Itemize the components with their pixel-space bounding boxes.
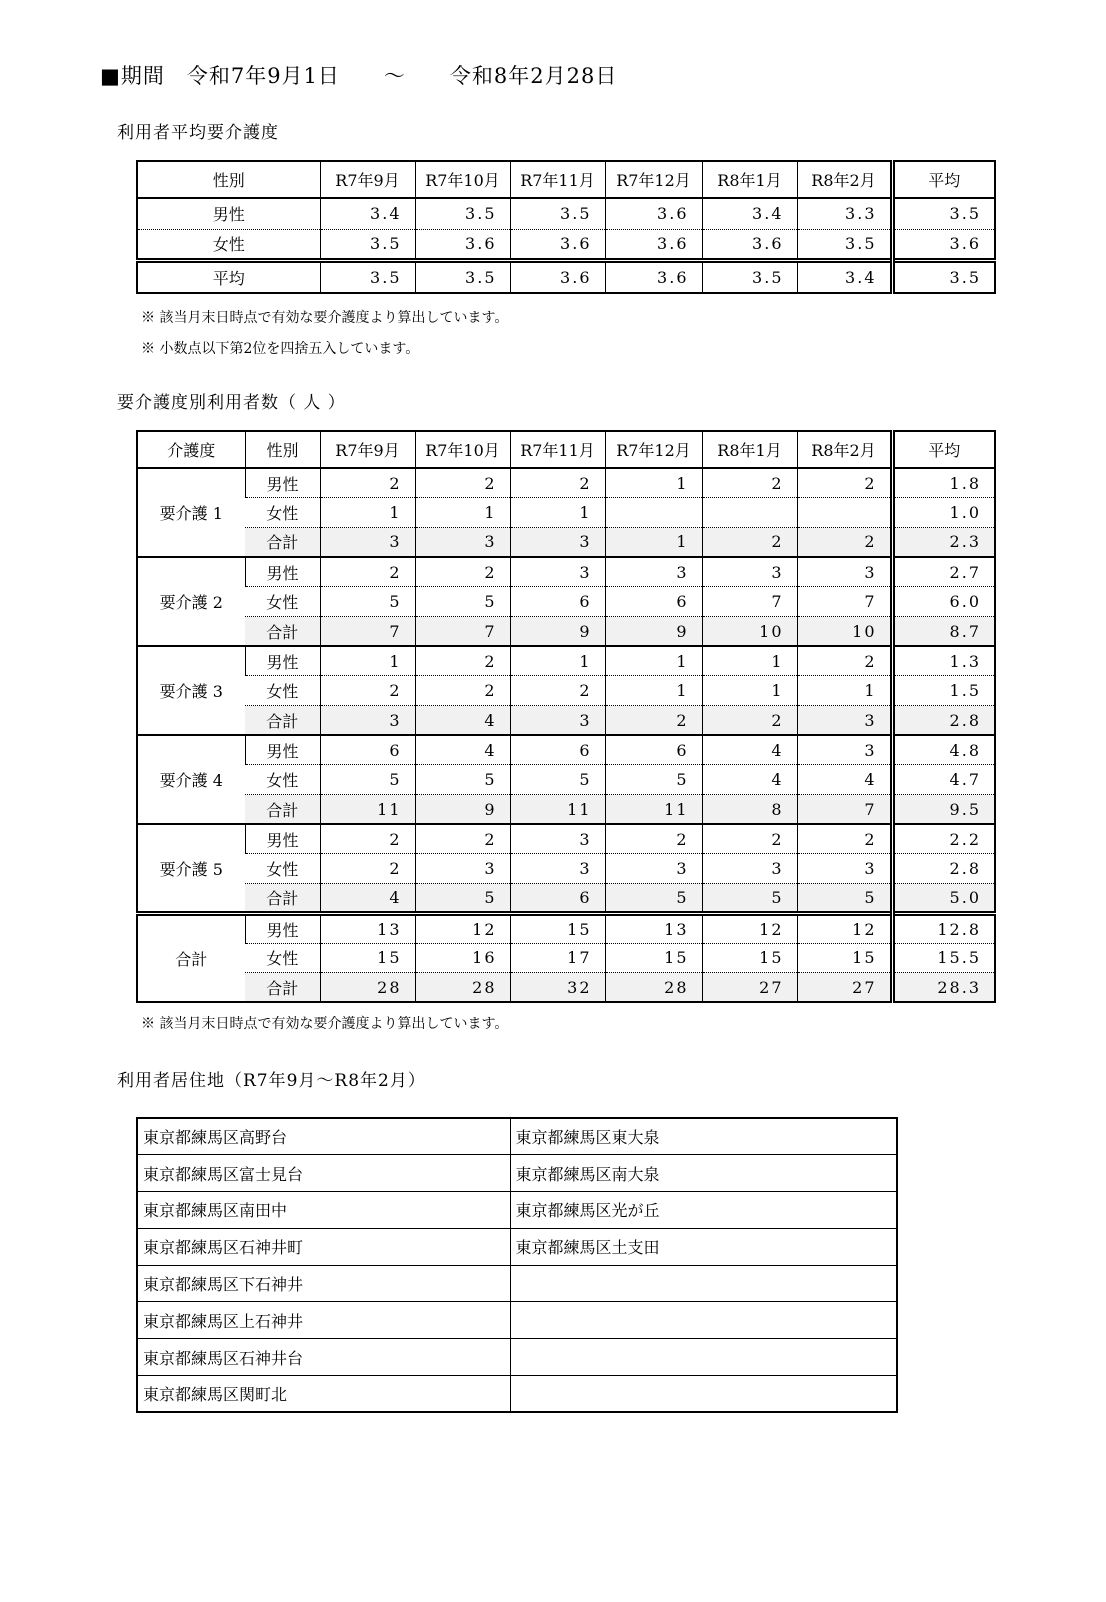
care-level-table	[136, 430, 996, 1003]
gender-label: 男性	[245, 824, 320, 854]
value-cell: 1	[510, 646, 605, 676]
value-cell: 1	[605, 646, 702, 676]
value-cell: 12	[797, 913, 892, 943]
avg-value-cell: 6.0	[892, 587, 995, 617]
value-cell: 5	[605, 765, 702, 795]
value-cell: 3.5	[320, 260, 415, 293]
avg-value-cell: 2.8	[892, 854, 995, 884]
value-cell: 5	[510, 765, 605, 795]
avg-care-table-body	[137, 198, 995, 293]
value-cell: 2	[320, 854, 415, 884]
value-cell: 9	[510, 616, 605, 646]
value-cell: 3	[797, 735, 892, 765]
gender-label: 男性	[245, 468, 320, 498]
avg-value-cell: 1.3	[892, 646, 995, 676]
header-row	[137, 431, 995, 468]
value-cell: 2	[320, 557, 415, 587]
table-row	[137, 943, 995, 973]
header-cell: 性別	[137, 161, 320, 198]
value-cell: 5	[605, 884, 702, 914]
gender-label: 男性	[245, 913, 320, 943]
value-cell: 6	[510, 587, 605, 617]
gender-label: 合計	[245, 973, 320, 1003]
value-cell: 3.5	[510, 198, 605, 229]
value-cell: 3	[797, 706, 892, 736]
value-cell: 2	[797, 468, 892, 498]
header-row	[137, 161, 995, 198]
care-level-section-title: 要介護度別利用者数（ 人 ）	[117, 393, 346, 413]
value-cell: 3	[605, 557, 702, 587]
residence-cell: 東京都練馬区富士見台	[137, 1155, 510, 1192]
value-cell: 9	[605, 616, 702, 646]
care-level-label: 合計	[137, 913, 245, 1002]
value-cell: 3.5	[415, 198, 510, 229]
value-cell: 2	[605, 824, 702, 854]
residence-cell	[510, 1339, 897, 1376]
residence-cell	[510, 1265, 897, 1302]
gender-label: 合計	[245, 795, 320, 825]
value-cell: 15	[605, 943, 702, 973]
value-cell: 16	[415, 943, 510, 973]
value-cell: 2	[510, 676, 605, 706]
value-cell	[605, 498, 702, 528]
value-cell: 6	[605, 587, 702, 617]
value-cell: 28	[320, 973, 415, 1003]
value-cell: 2	[605, 706, 702, 736]
residence-table-body	[137, 1118, 897, 1412]
gender-label: 女性	[245, 765, 320, 795]
value-cell: 7	[797, 795, 892, 825]
value-cell: 15	[320, 943, 415, 973]
gender-label: 女性	[245, 676, 320, 706]
value-cell: 3.6	[605, 260, 702, 293]
value-cell: 2	[320, 676, 415, 706]
value-cell: 32	[510, 973, 605, 1003]
value-cell: 3	[415, 854, 510, 884]
avg-value-cell: 2.7	[892, 557, 995, 587]
value-cell: 3	[797, 854, 892, 884]
residence-cell: 東京都練馬区土支田	[510, 1228, 897, 1265]
value-cell: 1	[702, 646, 797, 676]
header-cell: R7年11月	[510, 161, 605, 198]
avg-value-cell: 9.5	[892, 795, 995, 825]
table-row	[137, 795, 995, 825]
value-cell: 3	[702, 854, 797, 884]
header-cell: R7年12月	[605, 431, 702, 468]
value-cell: 10	[797, 616, 892, 646]
value-cell: 2	[510, 468, 605, 498]
value-cell: 7	[415, 616, 510, 646]
residence-row	[137, 1228, 897, 1265]
avg-value-cell: 2.3	[892, 527, 995, 557]
note-line: ※ 小数点以下第2位を四捨五入しています。	[141, 341, 420, 357]
value-cell: 3.6	[510, 260, 605, 293]
value-cell: 1	[797, 676, 892, 706]
gender-label: 男性	[245, 557, 320, 587]
avg-care-table	[136, 160, 996, 294]
value-cell: 8	[702, 795, 797, 825]
gender-label: 合計	[245, 884, 320, 914]
residence-cell: 東京都練馬区南田中	[137, 1192, 510, 1229]
table-row	[137, 913, 995, 943]
value-cell: 5	[320, 587, 415, 617]
table-row	[137, 527, 995, 557]
value-cell: 2	[797, 824, 892, 854]
value-cell: 3	[510, 854, 605, 884]
value-cell: 4	[797, 765, 892, 795]
avg-value-cell: 2.8	[892, 706, 995, 736]
avg-value-cell: 8.7	[892, 616, 995, 646]
gender-label: 男性	[212, 205, 245, 225]
value-cell: 2	[702, 527, 797, 557]
residence-cell: 東京都練馬区光が丘	[510, 1192, 897, 1229]
value-cell: 5	[797, 884, 892, 914]
value-cell: 3	[510, 706, 605, 736]
table-row	[137, 557, 995, 587]
value-cell: 7	[320, 616, 415, 646]
value-cell: 2	[702, 824, 797, 854]
value-cell: 9	[415, 795, 510, 825]
table-row	[137, 706, 995, 736]
value-cell: 10	[702, 616, 797, 646]
care-level-label: 要介護 2	[137, 557, 245, 646]
value-cell: 13	[605, 913, 702, 943]
residence-cell: 東京都練馬区石神井台	[137, 1339, 510, 1376]
residence-cell: 東京都練馬区上石神井	[137, 1302, 510, 1339]
table-row	[137, 587, 995, 617]
period-title: ■期間 令和7年9月1日 ～ 令和8年2月28日	[100, 64, 618, 88]
care-level-label: 要介護 4	[137, 735, 245, 824]
value-cell: 27	[702, 973, 797, 1003]
table-row	[137, 229, 995, 260]
value-cell: 1	[320, 646, 415, 676]
value-cell: 3	[415, 527, 510, 557]
header-cell: R7年10月	[415, 431, 510, 468]
value-cell: 11	[605, 795, 702, 825]
value-cell: 3.6	[702, 229, 797, 260]
avg-value-cell: 3.6	[892, 229, 995, 260]
value-cell: 3.6	[605, 229, 702, 260]
header-cell: R8年1月	[702, 431, 797, 468]
value-cell: 2	[320, 468, 415, 498]
header-cell: 平均	[892, 431, 995, 468]
residence-cell: 東京都練馬区東大泉	[510, 1118, 897, 1155]
value-cell: 3.4	[797, 260, 892, 293]
avg-value-cell: 1.0	[892, 498, 995, 528]
gender-label: 合計	[245, 616, 320, 646]
value-cell: 4	[702, 735, 797, 765]
average-label: 平均	[137, 260, 320, 293]
value-cell: 3	[702, 557, 797, 587]
value-cell: 3	[797, 557, 892, 587]
avg-value-cell: 3.5	[892, 198, 995, 229]
value-cell: 3.6	[415, 229, 510, 260]
value-cell: 3.5	[797, 229, 892, 260]
value-cell: 5	[415, 587, 510, 617]
table-row	[137, 973, 995, 1003]
value-cell: 13	[320, 913, 415, 943]
table-row	[137, 468, 995, 498]
value-cell: 3.5	[320, 229, 415, 260]
residence-row	[137, 1118, 897, 1155]
value-cell: 3	[320, 527, 415, 557]
avg-value-cell: 3.5	[892, 260, 995, 293]
avg-value-cell: 12.8	[892, 913, 995, 943]
table-row	[137, 498, 995, 528]
care-level-table-body	[137, 468, 995, 1002]
header-cell: R7年10月	[415, 161, 510, 198]
table-row	[137, 198, 995, 229]
value-cell: 7	[797, 587, 892, 617]
value-cell: 11	[510, 795, 605, 825]
value-cell	[797, 498, 892, 528]
gender-label: 女性	[245, 587, 320, 617]
gender-label: 合計	[245, 706, 320, 736]
care-level-table-head	[137, 431, 995, 468]
value-cell: 2	[702, 706, 797, 736]
care-level-label: 要介護 3	[137, 646, 245, 735]
residence-cell: 東京都練馬区石神井町	[137, 1228, 510, 1265]
avg-value-cell: 15.5	[892, 943, 995, 973]
value-cell: 3.5	[702, 260, 797, 293]
header-cell: R8年2月	[797, 161, 892, 198]
table-row	[137, 884, 995, 914]
value-cell: 7	[702, 587, 797, 617]
value-cell	[702, 498, 797, 528]
value-cell: 1	[320, 498, 415, 528]
value-cell: 2	[415, 676, 510, 706]
value-cell: 4	[702, 765, 797, 795]
value-cell: 15	[797, 943, 892, 973]
value-cell: 3.4	[320, 198, 415, 229]
value-cell: 2	[415, 646, 510, 676]
header-cell: 介護度	[137, 431, 245, 468]
gender-label: 合計	[245, 527, 320, 557]
care-level-label: 要介護 5	[137, 824, 245, 913]
value-cell: 4	[415, 735, 510, 765]
value-cell: 2	[797, 646, 892, 676]
average-row	[137, 260, 995, 293]
residence-section-title: 利用者居住地（R7年9月～R8年2月）	[117, 1071, 426, 1091]
note-line: ※ 該当月末日時点で有効な要介護度より算出しています。	[141, 310, 509, 326]
residence-cell	[510, 1302, 897, 1339]
value-cell: 4	[320, 884, 415, 914]
value-cell: 3.6	[510, 229, 605, 260]
value-cell: 11	[320, 795, 415, 825]
avg-value-cell: 2.2	[892, 824, 995, 854]
header-cell: R7年9月	[320, 161, 415, 198]
avg-value-cell: 5.0	[892, 884, 995, 914]
value-cell: 3.4	[702, 198, 797, 229]
value-cell: 5	[415, 884, 510, 914]
value-cell: 6	[320, 735, 415, 765]
gender-label: 女性	[245, 854, 320, 884]
value-cell: 3.5	[415, 260, 510, 293]
value-cell: 28	[605, 973, 702, 1003]
avg-care-notes	[141, 303, 508, 365]
avg-value-cell: 4.8	[892, 735, 995, 765]
value-cell: 5	[702, 884, 797, 914]
header-cell: R8年2月	[797, 431, 892, 468]
table-row	[137, 616, 995, 646]
avg-value-cell: 1.5	[892, 676, 995, 706]
gender-label: 女性	[245, 498, 320, 528]
table-row	[137, 735, 995, 765]
residence-row	[137, 1192, 897, 1229]
header-cell: 平均	[892, 161, 995, 198]
value-cell: 1	[605, 527, 702, 557]
value-cell: 2	[320, 824, 415, 854]
table-row	[137, 765, 995, 795]
value-cell: 2	[702, 468, 797, 498]
care-level-note: ※ 該当月末日時点で有効な要介護度より算出しています。	[141, 1016, 509, 1032]
value-cell: 3	[605, 854, 702, 884]
residence-cell: 東京都練馬区高野台	[137, 1118, 510, 1155]
value-cell: 1	[605, 468, 702, 498]
value-cell: 6	[510, 735, 605, 765]
value-cell: 3.3	[797, 198, 892, 229]
gender-label: 男性	[245, 735, 320, 765]
table-row	[137, 824, 995, 854]
value-cell: 12	[702, 913, 797, 943]
header-cell: R7年9月	[320, 431, 415, 468]
residence-cell: 東京都練馬区関町北	[137, 1376, 510, 1413]
value-cell: 3	[510, 527, 605, 557]
value-cell: 3	[320, 706, 415, 736]
header-cell: R7年11月	[510, 431, 605, 468]
residence-row	[137, 1155, 897, 1192]
residence-cell: 東京都練馬区南大泉	[510, 1155, 897, 1192]
value-cell: 1	[605, 676, 702, 706]
value-cell: 1	[510, 498, 605, 528]
value-cell: 15	[702, 943, 797, 973]
value-cell: 2	[415, 468, 510, 498]
avg-value-cell: 28.3	[892, 973, 995, 1003]
avg-care-section-title: 利用者平均要介護度	[117, 123, 279, 143]
residence-row	[137, 1265, 897, 1302]
header-cell: 性別	[245, 431, 320, 468]
value-cell: 2	[415, 557, 510, 587]
value-cell: 12	[415, 913, 510, 943]
value-cell: 3	[510, 557, 605, 587]
gender-label: 女性	[137, 229, 320, 260]
value-cell: 5	[415, 765, 510, 795]
gender-label: 男性	[245, 646, 320, 676]
value-cell: 2	[797, 527, 892, 557]
avg-value-cell: 1.8	[892, 468, 995, 498]
residence-cell	[510, 1376, 897, 1413]
value-cell: 3.6	[605, 198, 702, 229]
value-cell: 5	[320, 765, 415, 795]
avg-care-table-head	[137, 161, 995, 198]
table-row	[137, 646, 995, 676]
residence-row	[137, 1339, 897, 1376]
header-cell: R7年12月	[605, 161, 702, 198]
value-cell: 2	[415, 824, 510, 854]
value-cell: 15	[510, 913, 605, 943]
value-cell: 28	[415, 973, 510, 1003]
value-cell: 17	[510, 943, 605, 973]
residence-row	[137, 1302, 897, 1339]
gender-label: 女性	[245, 943, 320, 973]
value-cell: 4	[415, 706, 510, 736]
care-level-label: 要介護 1	[159, 504, 223, 524]
value-cell: 1	[415, 498, 510, 528]
header-cell: R8年1月	[702, 161, 797, 198]
residence-cell: 東京都練馬区下石神井	[137, 1265, 510, 1302]
residence-table	[136, 1117, 898, 1413]
value-cell: 3	[510, 824, 605, 854]
avg-value-cell: 4.7	[892, 765, 995, 795]
residence-row	[137, 1376, 897, 1413]
table-row	[137, 676, 995, 706]
value-cell: 6	[605, 735, 702, 765]
value-cell: 27	[797, 973, 892, 1003]
value-cell: 6	[510, 884, 605, 914]
table-row	[137, 854, 995, 884]
value-cell: 1	[702, 676, 797, 706]
